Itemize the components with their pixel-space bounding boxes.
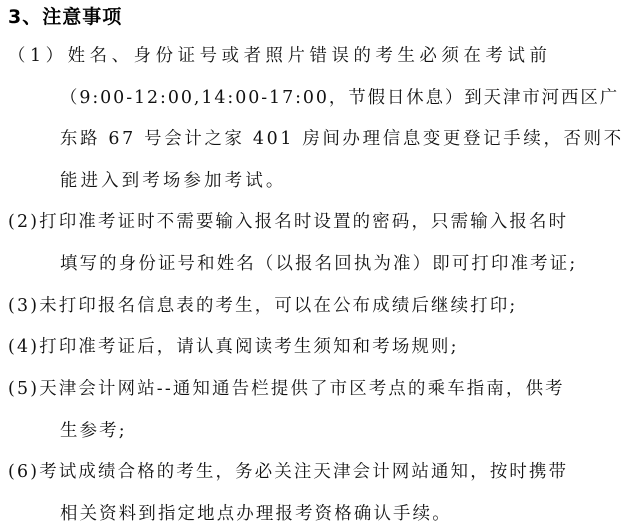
note-1-line-3: 东路 67 号会计之家 401 房间办理信息变更登记手续，否则不 — [60, 129, 624, 149]
note-5-line-1: (5)天津会计网站--通知通告栏提供了市区考点的乘车指南，供考 — [8, 379, 565, 399]
note-6-line-1: (6)考试成绩合格的考生，务必关注天津会计网站通知，按时携带 — [8, 462, 569, 482]
note-1-line-2: （9:00-12:00,14:00-17:00，节假日休息）到天津市河西区广 — [60, 88, 620, 108]
note-6-line-2: 相关资料到指定地点办理报考资格确认手续。 — [60, 504, 452, 524]
note-2-line-2: 填写的身份证号和姓名（以报名回执为准）即可打印准考证; — [60, 254, 578, 274]
section-heading: 3、注意事项 — [8, 6, 123, 28]
note-1-line-4: 能进入到考场参加考试。 — [60, 171, 287, 191]
note-3-line-1: (3)未打印报名信息表的考生，可以在公布成绩后继续打印; — [8, 296, 518, 316]
note-5-line-2: 生参考; — [60, 421, 127, 441]
note-2-line-1: (2)打印准考证时不需要输入报名时设置的密码，只需输入报名时 — [8, 212, 569, 232]
note-4-line-1: (4)打印准考证后，请认真阅读考生须知和考场规则; — [8, 337, 459, 357]
note-1-line-1: （1）姓名、身份证号或者照片错误的考生必须在考试前 — [8, 46, 552, 66]
